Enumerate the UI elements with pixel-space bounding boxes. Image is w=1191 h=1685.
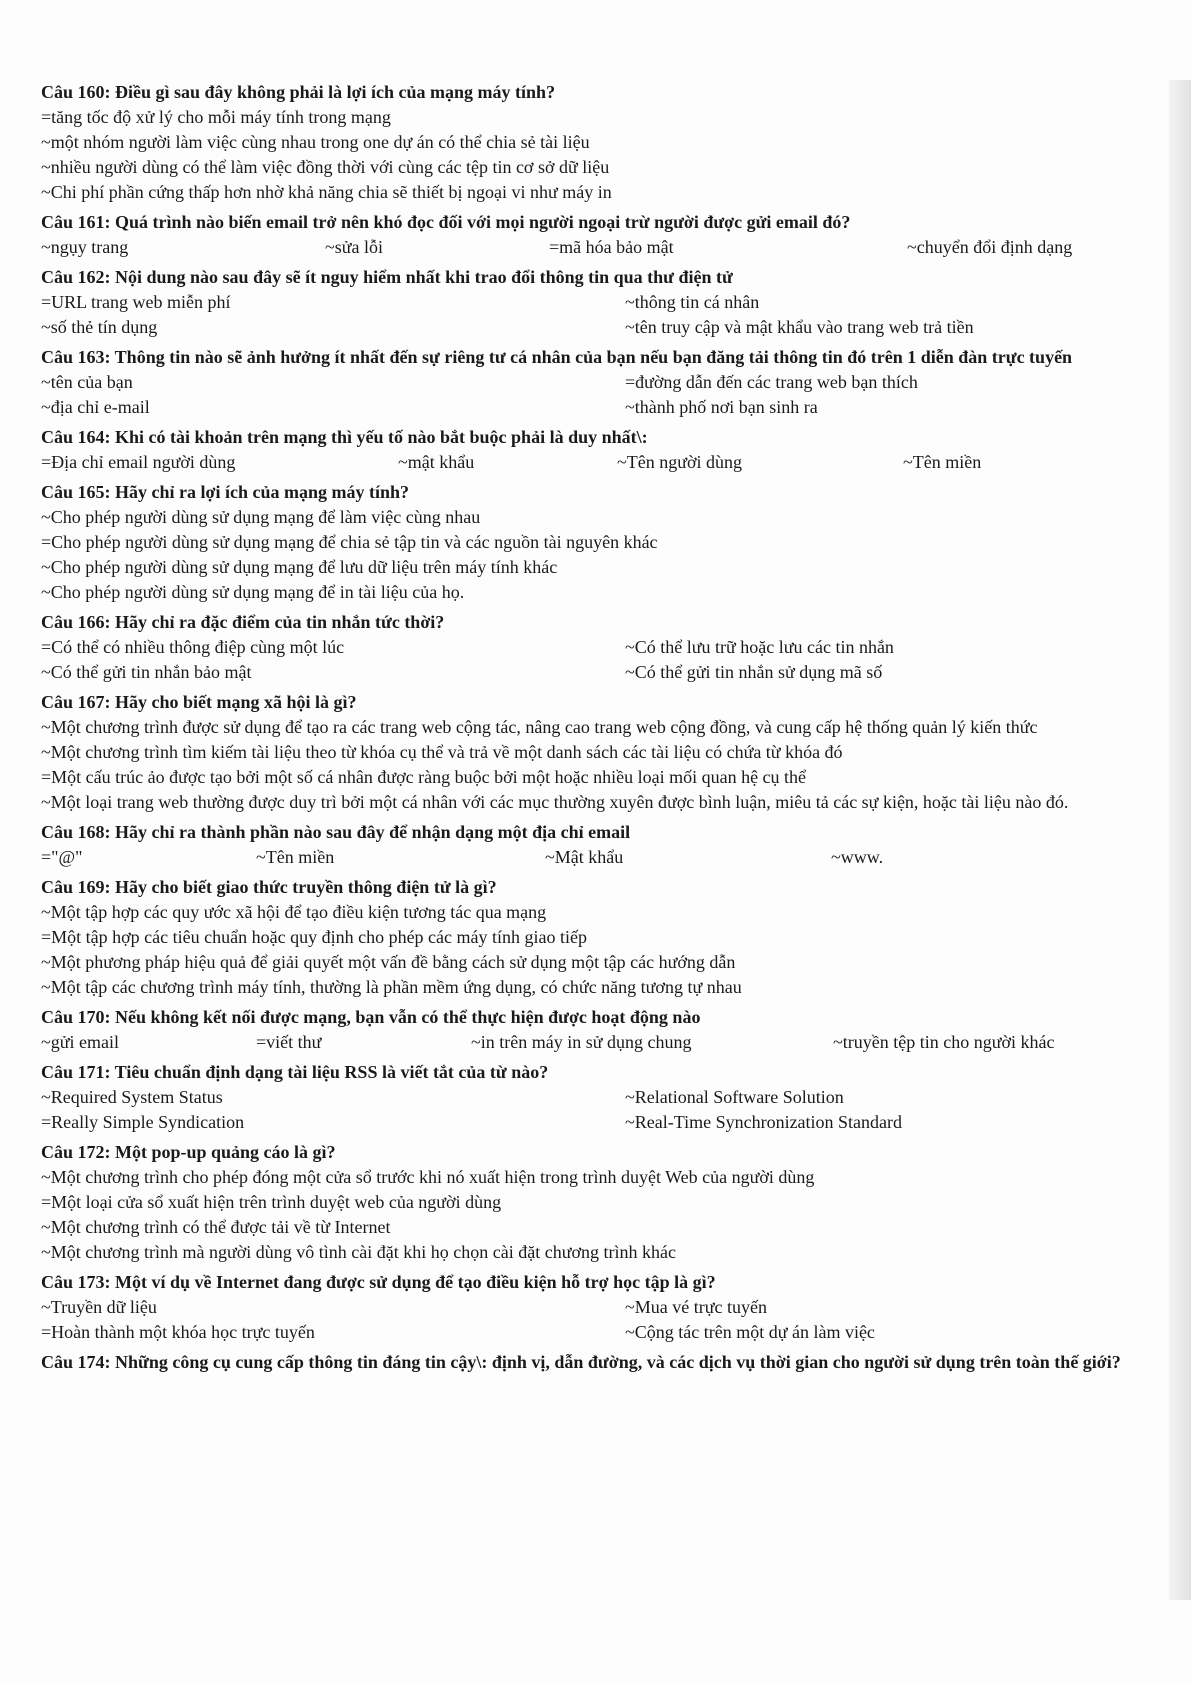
question-title: Câu 172: Một pop-up quảng cáo là gì? — [41, 1142, 336, 1162]
answer-option: ~Một phương pháp hiệu quả để giải quyết một vấn đề bằng cách sử dụng một tập các hướng dẫn — [41, 952, 736, 972]
answer-option: ~Required System Status — [41, 1087, 223, 1107]
question-title: Câu 168: Hãy chỉ ra thành phần nào sau đây để nhận dạng một địa chỉ email — [41, 822, 631, 842]
answer-option: =Hoàn thành một khóa học trực tuyến — [41, 1322, 315, 1342]
answer-option: ~số thẻ tín dụng — [41, 317, 158, 337]
answer-option: ~Cho phép người dùng sử dụng mạng để làm việc cùng nhau — [41, 507, 481, 527]
answer-option: =URL trang web miễn phí — [41, 292, 231, 312]
question-list — [41, 80, 1149, 1375]
answer-option: ~Có thể gửi tin nhắn sử dụng mã số — [625, 662, 883, 682]
answer-row — [41, 845, 1149, 870]
answer-option: ~Có thể lưu trữ hoặc lưu các tin nhắn — [625, 637, 894, 657]
answer-option: ~Một chương trình có thể được tải về từ Internet — [41, 1217, 391, 1237]
answer-row — [41, 370, 1149, 395]
answer-option: ~Mua vé trực tuyến — [625, 1297, 767, 1317]
answer-option: ~một nhóm người làm việc cùng nhau trong one dự án có thể chia sẻ tài liệu — [41, 132, 590, 152]
answer-option: =Một cấu trúc ảo được tạo bởi một số cá nhân được ràng buộc bởi một hoặc nhiều loại mối quan hệ cụ thể — [41, 767, 807, 787]
answer-option: =tăng tốc độ xử lý cho mỗi máy tính trong mạng — [41, 107, 391, 127]
answer-option: ~Tên người dùng — [617, 452, 742, 472]
answer-option: ~Có thể gửi tin nhắn bảo mật — [41, 662, 252, 682]
answer-option: =Cho phép người dùng sử dụng mạng để chia sẻ tập tin và các nguồn tài nguyên khác — [41, 532, 658, 552]
question-title: Câu 164: Khi có tài khoản trên mạng thì yếu tố nào bắt buộc phải là duy nhất\: — [41, 427, 648, 447]
answer-option: ~Một loại trang web thường được duy trì bởi một cá nhân với các mục thường xuyên được bình luận, miêu tả các sự kiện, hoặc tài liệu nào đó. — [41, 792, 1069, 812]
question-title: Câu 163: Thông tin nào sẽ ảnh hưởng ít nhất đến sự riêng tư cá nhân của bạn nếu bạn đăng tải thông tin đó trên 1 diễn đàn trực tuyến — [41, 347, 1073, 367]
answer-option: ~www. — [831, 847, 884, 867]
answer-row — [41, 660, 1149, 685]
answer-option: ~Cộng tác trên một dự án làm việc — [625, 1322, 875, 1342]
answer-option: ~sửa lỗi — [325, 237, 383, 257]
answer-row — [41, 315, 1149, 340]
answer-row — [41, 395, 1149, 420]
answer-option: ~in trên máy in sử dụng chung — [471, 1032, 692, 1052]
answer-option: =Một loại cửa sổ xuất hiện trên trình duyệt web của người dùng — [41, 1192, 502, 1212]
answer-option: ~Tên miền — [903, 452, 982, 472]
page-edge-shadow — [1169, 80, 1191, 1600]
answer-option: =mã hóa bảo mật — [549, 237, 674, 257]
answer-row — [41, 1295, 1149, 1320]
question-title: Câu 160: Điều gì sau đây không phải là lợi ích của mạng máy tính? — [41, 82, 556, 102]
question-title: Câu 166: Hãy chỉ ra đặc điểm của tin nhắn tức thời? — [41, 612, 445, 632]
question-title: Câu 173: Một ví dụ về Internet đang được sử dụng để tạo điều kiện hỗ trợ học tập là gì? — [41, 1272, 716, 1292]
answer-option: ~Một chương trình mà người dùng vô tình cài đặt khi họ chọn cài đặt chương trình khác — [41, 1242, 676, 1262]
answer-option: ~tên của bạn — [41, 372, 133, 392]
answer-option: =Một tập hợp các tiêu chuẩn hoặc quy định cho phép các máy tính giao tiếp — [41, 927, 588, 947]
answer-option: ~Mật khẩu — [545, 847, 624, 867]
answer-row — [41, 1110, 1149, 1135]
answer-option: ~thông tin cá nhân — [625, 292, 760, 312]
answer-row — [41, 1030, 1149, 1055]
question-title: Câu 167: Hãy cho biết mạng xã hội là gì? — [41, 692, 357, 712]
question-title: Câu 169: Hãy cho biết giao thức truyền thông điện tử là gì? — [41, 877, 497, 897]
answer-option: ~Một tập hợp các quy ước xã hội để tạo điều kiện tương tác qua mạng — [41, 902, 547, 922]
question-title: Câu 161: Quá trình nào biến email trở nên khó đọc đối với mọi người ngoại trừ người được gửi email đó? — [41, 212, 851, 232]
answer-option: ~gửi email — [41, 1032, 119, 1052]
answer-row — [41, 450, 1149, 475]
answer-option: ~Truyền dữ liệu — [41, 1297, 157, 1317]
question-title: Câu 162: Nội dung nào sau đây sẽ ít nguy hiểm nhất khi trao đổi thông tin qua thư điện tử — [41, 267, 733, 287]
answer-option: ~Một chương trình được sử dụng để tạo ra các trang web cộng tác, nâng cao trang web cộng đồng, và cung cấp hệ thống quản lý kiến thức — [41, 717, 1038, 737]
question-title: Câu 171: Tiêu chuẩn định dạng tài liệu RSS là viết tắt của từ nào? — [41, 1062, 549, 1082]
answer-option: =Có thể có nhiều thông điệp cùng một lúc — [41, 637, 345, 657]
question-title: Câu 165: Hãy chỉ ra lợi ích của mạng máy tính? — [41, 482, 409, 502]
answer-row — [41, 235, 1149, 260]
answer-row — [41, 1320, 1149, 1345]
answer-option: ~Một chương trình cho phép đóng một cửa sổ trước khi nó xuất hiện trong trình duyệt Web của người dùng — [41, 1167, 815, 1187]
answer-option: =đường dẫn đến các trang web bạn thích — [625, 372, 918, 392]
answer-option: ~Chi phí phần cứng thấp hơn nhờ khả năng chia sẽ thiết bị ngoại vi như máy in — [41, 182, 612, 202]
answer-option: ~truyền tệp tin cho người khác — [833, 1032, 1055, 1052]
answer-option: ~thành phố nơi bạn sinh ra — [625, 397, 818, 417]
answer-row — [41, 635, 1149, 660]
answer-option: =Địa chỉ email người dùng — [41, 452, 236, 472]
answer-option: ="@" — [41, 847, 83, 867]
answer-option: ~Tên miền — [256, 847, 335, 867]
answer-option: ~Một tập các chương trình máy tính, thường là phần mềm ứng dụng, có chức năng tương tự nhau — [41, 977, 742, 997]
answer-option: ~địa chỉ e-mail — [41, 397, 150, 417]
answer-option: =Really Simple Syndication — [41, 1112, 245, 1132]
answer-row — [41, 1085, 1149, 1110]
answer-option: ~mật khẩu — [398, 452, 475, 472]
answer-option: ~Cho phép người dùng sử dụng mạng để in tài liệu của họ. — [41, 582, 465, 602]
answer-option: ~ngụy trang — [41, 237, 129, 257]
answer-row — [41, 290, 1149, 315]
answer-option: ~tên truy cập và mật khẩu vào trang web trả tiền — [625, 317, 974, 337]
question-title: Câu 174: Những công cụ cung cấp thông tin đáng tin cậy\: định vị, dẫn đường, và các dịch vụ thời gian cho người sử dụng trên toàn thế giới? — [41, 1352, 1121, 1372]
answer-option: ~Real-Time Synchronization Standard — [625, 1112, 903, 1132]
answer-option: ~nhiều người dùng có thể làm việc đồng thời với cùng các tệp tin cơ sở dữ liệu — [41, 157, 610, 177]
answer-option: ~Cho phép người dùng sử dụng mạng để lưu dữ liệu trên máy tính khác — [41, 557, 558, 577]
answer-option: =viết thư — [256, 1032, 322, 1052]
question-title: Câu 170: Nếu không kết nối được mạng, bạn vẫn có thể thực hiện được hoạt động nào — [41, 1007, 701, 1027]
answer-option: ~Relational Software Solution — [625, 1087, 844, 1107]
answer-option: ~chuyển đổi định dạng — [907, 237, 1073, 257]
answer-option: ~Một chương trình tìm kiếm tài liệu theo từ khóa cụ thể và trả về một danh sách các tài liệu có chứa từ khóa đó — [41, 742, 843, 762]
